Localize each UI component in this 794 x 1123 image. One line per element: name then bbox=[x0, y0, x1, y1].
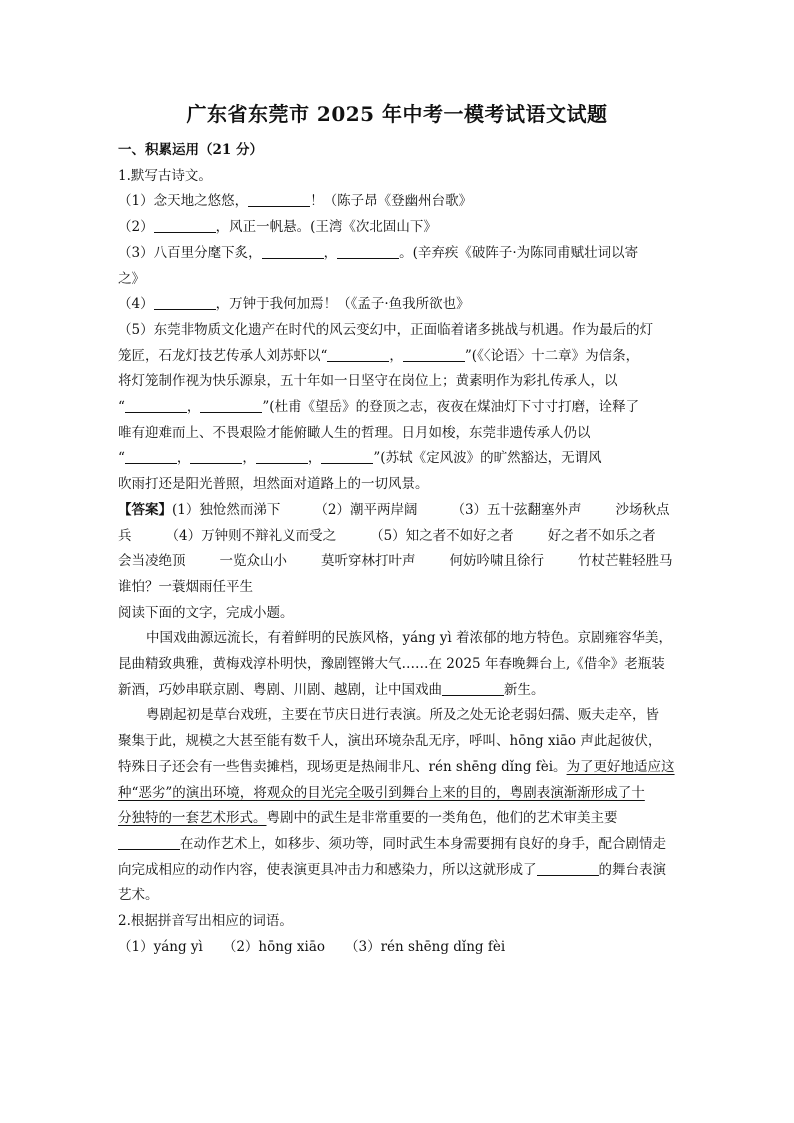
passage-line bbox=[118, 832, 678, 858]
item-text: ， bbox=[186, 399, 201, 416]
item-text: “ bbox=[118, 450, 125, 467]
answer-blank[interactable] bbox=[262, 244, 324, 259]
item-text: ”(苏轼《定风波》的旷然豁达，无谓风 bbox=[373, 450, 602, 467]
question-item-5-line bbox=[118, 344, 678, 370]
question-options bbox=[118, 935, 678, 961]
passage-text: 的舞台表演 bbox=[598, 861, 666, 878]
answer-label: 【答案】 bbox=[118, 501, 172, 518]
answer-line: 谁怕？一蓑烟雨任平生 bbox=[118, 578, 253, 595]
answer-text: （3）五十弦翻塞外声 bbox=[451, 501, 582, 518]
answer-blank[interactable] bbox=[327, 347, 389, 362]
option-item: （1）yáng yì bbox=[118, 938, 203, 955]
answer-text: 沙场秋点 bbox=[615, 501, 670, 518]
answer-line bbox=[118, 549, 678, 575]
question-item-4 bbox=[118, 292, 678, 318]
question-item-3 bbox=[118, 241, 678, 267]
item-text: 笼匠，石龙灯技艺传承人刘苏虾以“ bbox=[118, 347, 328, 364]
answer-blank[interactable] bbox=[154, 218, 216, 233]
item-text: ， bbox=[176, 450, 191, 467]
answer-blank[interactable] bbox=[118, 835, 180, 850]
answer-text: （5）知之者不如好之者 bbox=[370, 527, 514, 544]
passage-line: 聚集于此，规模之大甚至能有数千人，演出环境杂乱无序，呼叫、hōng xiāo 声此起彼伏， bbox=[118, 733, 662, 750]
answer-blank[interactable] bbox=[190, 449, 242, 464]
answer-line bbox=[118, 498, 678, 524]
passage-line bbox=[118, 678, 678, 704]
question-item-2 bbox=[118, 215, 678, 241]
passage-text: 新酒，巧妙串联京剧、粤剧、川剧、越剧，让中国戏曲 bbox=[118, 681, 442, 698]
document-body bbox=[118, 138, 678, 961]
item-text: （1）念天地之悠悠， bbox=[118, 193, 249, 210]
question-item-3-cont: 之》 bbox=[118, 270, 145, 287]
question-item-1 bbox=[118, 189, 678, 215]
item-text: ！（陈子昂《登幽州台歌》 bbox=[310, 193, 473, 210]
passage-line bbox=[118, 806, 678, 832]
answer-blank[interactable] bbox=[537, 861, 599, 876]
answer-blank[interactable] bbox=[256, 449, 308, 464]
passage-line bbox=[118, 858, 678, 884]
question-item-5-line: 将灯笼制作视为快乐源泉，五十年如一日坚守在岗位上；黄素明作为彩扎传承人，以 bbox=[118, 373, 618, 390]
item-text: “ bbox=[118, 399, 125, 416]
question-item-5-line: （5）东莞非物质文化遗产在时代的风云变幻中，正面临着诸多挑战与机遇。作为最后的灯 bbox=[118, 321, 654, 338]
item-text: （2） bbox=[118, 219, 154, 236]
question-item-5-line: 吹雨打还是阳光普照，坦然面对道路上的一切风景。 bbox=[118, 476, 429, 493]
passage-intro: 阅读下面的文字，完成小题。 bbox=[118, 604, 294, 621]
passage-line: 中国戏曲源远流长，有着鲜明的民族风格，yáng yì 着浓郁的地方特色。京剧雍容华美， bbox=[146, 630, 673, 647]
item-text: ， bbox=[323, 244, 338, 261]
item-text: （3）八百里分麾下炙， bbox=[118, 244, 262, 261]
answer-text: 一览众山小 bbox=[219, 553, 287, 570]
answer-blank[interactable] bbox=[442, 681, 504, 696]
answer-line bbox=[118, 524, 678, 550]
underlined-sentence: 为了更好地适应这 bbox=[566, 758, 675, 775]
passage-text: 向完成相应的动作内容，使表演更具冲击力和感染力，所以这就形成了 bbox=[118, 861, 537, 878]
section-heading: 一、积累运用（21 分） bbox=[118, 142, 263, 158]
answer-blank[interactable] bbox=[125, 449, 177, 464]
underlined-sentence: 种“恶劣”的演出环境，将观众的目光完全吸引到舞台上来的目的，粤剧表演渐渐形成了十 bbox=[118, 784, 645, 801]
option-item: （3）rén shēng dǐng fèi bbox=[345, 938, 506, 955]
answer-text: （4）万钟则不辩礼义而受之 bbox=[165, 527, 337, 544]
answer-text: （2）潮平两岸阔 bbox=[314, 501, 418, 518]
answer-blank[interactable] bbox=[321, 449, 373, 464]
passage-text: 特殊日子还会有一些售卖摊档，现场更是热闹非凡、rén shēng dǐng fèi。 bbox=[118, 758, 567, 775]
passage-line: 粤剧起初是草台戏班，主要在节庆日进行表演。所及之处无论老弱妇孺、贩夫走卒，皆 bbox=[146, 707, 659, 724]
item-text: ， bbox=[389, 347, 403, 364]
answer-text: 好之者不如乐之者 bbox=[547, 527, 656, 544]
underlined-sentence: 分独特的一套艺术形式。 bbox=[118, 810, 267, 827]
answer-blank[interactable] bbox=[125, 398, 187, 413]
answer-blank[interactable] bbox=[154, 295, 216, 310]
answer-blank[interactable] bbox=[337, 244, 399, 259]
answer-text: 会当凌绝顶 bbox=[118, 553, 186, 570]
answer-text: 兵 bbox=[118, 527, 132, 544]
item-text: ， bbox=[307, 450, 322, 467]
answer-blank[interactable] bbox=[200, 398, 262, 413]
question-stem: 2.根据拼音写出相应的词语。 bbox=[118, 913, 293, 930]
answer-text: (1）独怆然而涕下 bbox=[172, 501, 281, 518]
passage-line: 昆曲精致典雅，黄梅戏淳朴明快，豫剧铿锵大气……在 2025 年春晚舞台上,《借伞》老瓶装 bbox=[118, 656, 665, 673]
item-text: ，万钟于我何加焉！（《孟子·鱼我所欲也》 bbox=[215, 296, 470, 313]
item-text: ，风正一帆悬。(王湾《次北固山下》 bbox=[215, 219, 437, 236]
item-text: ”(《〈论语〉十二章》为信条， bbox=[464, 347, 640, 364]
passage-line: 艺术。 bbox=[118, 887, 159, 904]
answer-text: 何妨吟啸且徐行 bbox=[449, 553, 544, 570]
page-title: 广东省东莞市 2025 年中考一模考试语文试题 bbox=[186, 102, 608, 126]
passage-text: 在动作艺术上，如移步、须功等，同时武生本身需要拥有良好的身手，配合剧情走 bbox=[180, 835, 666, 852]
option-item: （2）hōng xiāo bbox=[222, 938, 325, 955]
answer-blank[interactable] bbox=[248, 192, 310, 207]
answer-blank[interactable] bbox=[403, 347, 465, 362]
passage-text: 新生。 bbox=[504, 681, 545, 698]
question-item-5-line bbox=[118, 395, 678, 421]
question-item-5-line bbox=[118, 446, 678, 472]
answer-text: 竹杖芒鞋轻胜马 bbox=[578, 553, 673, 570]
item-text: ， bbox=[242, 450, 256, 467]
passage-text: 粤剧中的武生是非常重要的一类角色，他们的艺术审美主要 bbox=[266, 810, 618, 827]
question-item-5-line: 唯有迎难而上、不畏艰险才能俯瞰人生的哲理。日月如梭，东莞非遗传承人仍以 bbox=[118, 424, 591, 441]
item-text: （4） bbox=[118, 296, 154, 313]
answer-text: 莫听穿林打叶声 bbox=[321, 553, 416, 570]
item-text: ”(杜甫《望岳》的登顶之志，夜夜在煤油灯下寸寸打磨，诠释了 bbox=[262, 399, 640, 416]
passage-line bbox=[118, 755, 678, 781]
item-text: 。(辛弃疾《破阵子·为陈同甫赋壮词以寄 bbox=[399, 244, 639, 261]
question-stem: 1.默写古诗文。 bbox=[118, 167, 212, 184]
